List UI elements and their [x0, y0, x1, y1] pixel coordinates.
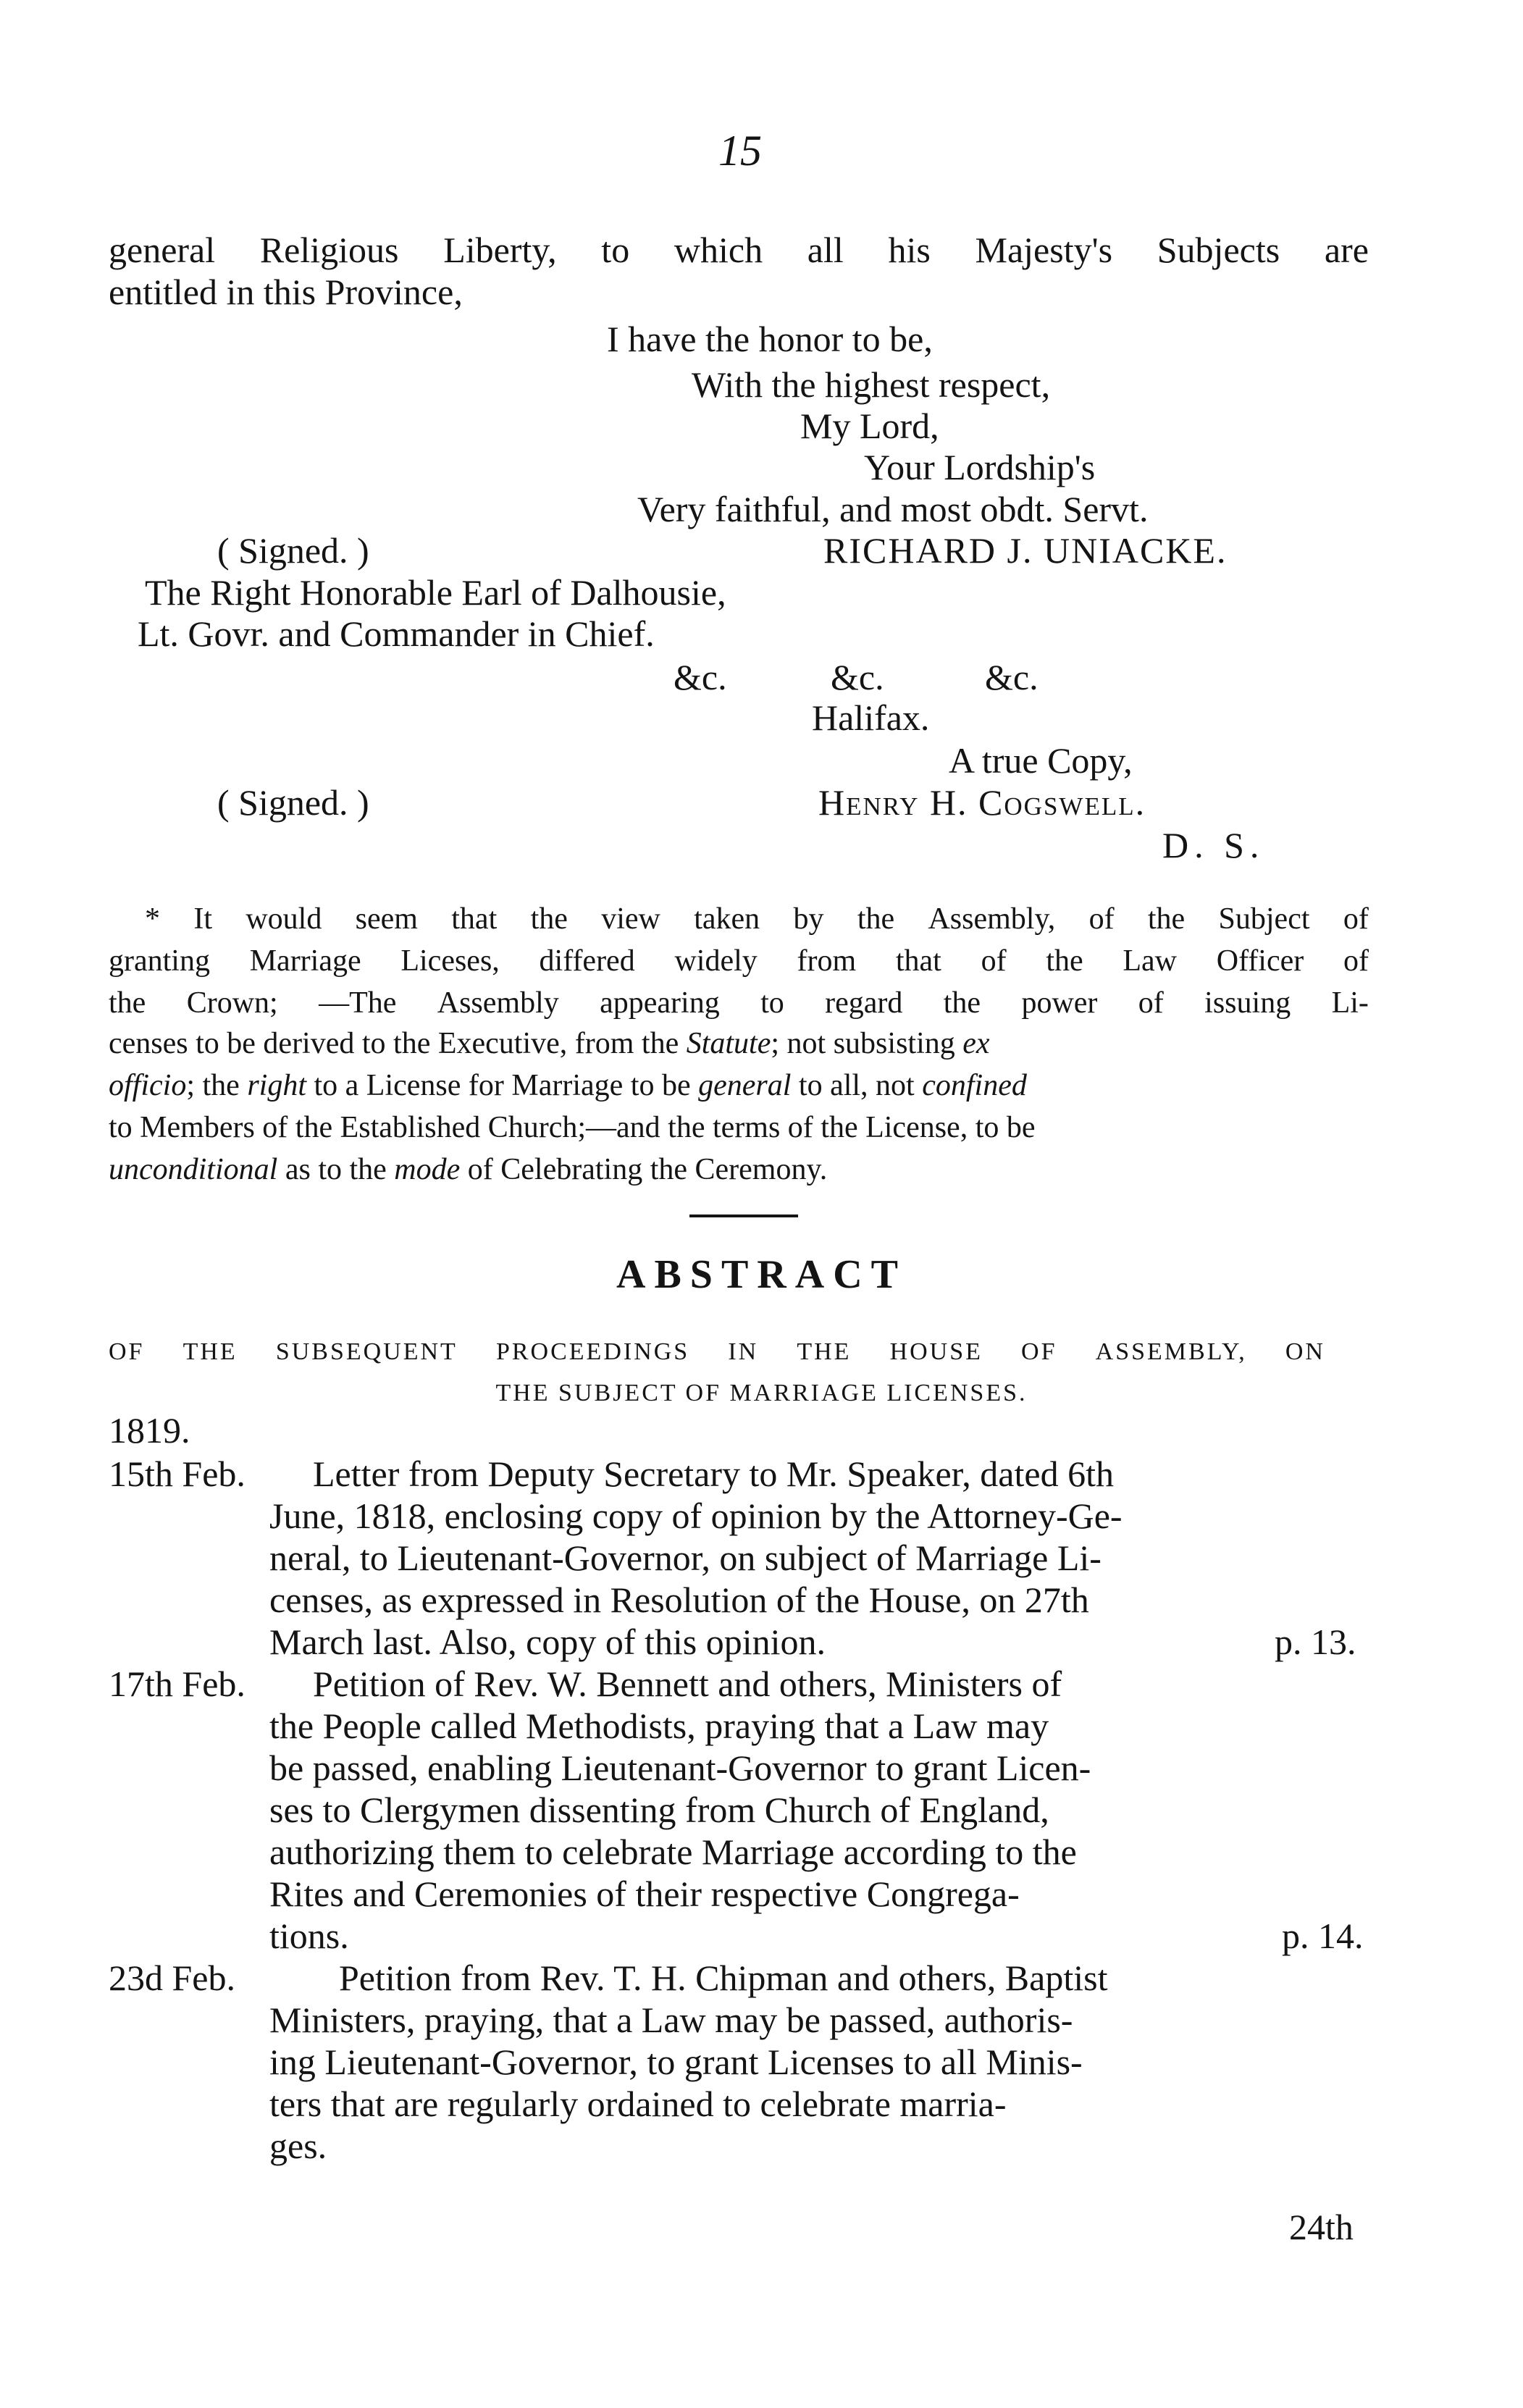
word: THE [797, 1338, 852, 1365]
word: Marriage [249, 944, 361, 978]
closing-line: Very faithful, and most obdt. Servt. [637, 489, 1149, 529]
word: Li- [1331, 986, 1369, 1020]
word: OF [1021, 1338, 1057, 1365]
entry-line: be passed, enabling Lieutenant-Governor to grant Licen- [269, 1748, 1091, 1788]
word: his [888, 230, 931, 270]
entry-date: 23d Feb. [109, 1958, 235, 1998]
word: would [246, 902, 322, 936]
word: Crown; [186, 986, 278, 1020]
word: IN [728, 1338, 759, 1365]
section-divider [689, 1215, 798, 1217]
footnote-line [109, 1070, 1369, 1101]
word: the [530, 902, 568, 936]
word: Liceses, [400, 944, 500, 978]
word: the [857, 902, 895, 936]
page-reference: p. 14. [1282, 1916, 1364, 1956]
footnote-text: ; not subsisting [771, 1027, 963, 1060]
word: of [1343, 902, 1369, 936]
entry-line: June, 1818, enclosing copy of opinion by the Attorney-Ge- [269, 1495, 1123, 1536]
word: THE [182, 1338, 238, 1365]
word: power [1021, 986, 1098, 1020]
footnote-text: censes to be derived to the Executive, from the [109, 1027, 687, 1060]
word: that [451, 902, 498, 936]
word: HOUSE [889, 1338, 983, 1365]
footnote-line [145, 904, 1369, 934]
entry-line: tions. [269, 1916, 349, 1956]
word: that [895, 944, 941, 978]
footnote-line: to Members of the Established Church;—and the terms of the License, to be [109, 1111, 1036, 1144]
word: widely [674, 944, 758, 978]
word: differed [539, 944, 635, 978]
letter-line [109, 232, 1369, 268]
word: appearing [600, 986, 720, 1020]
word: OF [109, 1338, 145, 1365]
word: all [807, 230, 844, 270]
word: which [674, 230, 763, 270]
place: Halifax. [812, 697, 930, 738]
word: Religious [259, 230, 399, 270]
word: the [943, 986, 981, 1020]
signed-label: ( Signed. ) [217, 782, 369, 823]
letter-line: entitled in this Province, [109, 272, 463, 312]
word: Assembly [437, 986, 559, 1020]
word: —The [319, 986, 397, 1020]
entry-line: ing Lieutenant-Governor, to grant Licenses to all Minis- [269, 2042, 1083, 2082]
signer-title: D. S. [1162, 825, 1265, 865]
footnote-italic: officio [109, 1069, 187, 1102]
closing-line: Your Lordship's [864, 447, 1096, 487]
word: by [793, 902, 824, 936]
footnote-line [109, 1154, 827, 1185]
entry-date: 17th Feb. [109, 1664, 246, 1704]
footnote-text: ; the [186, 1069, 248, 1102]
word: * [145, 902, 160, 936]
entry-line: ges. [269, 2126, 327, 2166]
etc-mark: &c. [831, 657, 884, 697]
word: Majesty's [975, 230, 1113, 270]
footnote-line [109, 1028, 1369, 1059]
entry-line: ses to Clergymen dissenting from Church of England, [269, 1790, 1049, 1830]
word: SUBSEQUENT [275, 1338, 458, 1365]
footnote-italic: Statute [686, 1027, 771, 1060]
footnote-italic: ex [962, 1027, 990, 1060]
entry-line: ters that are regularly ordained to celebrate marria- [269, 2084, 1007, 2124]
addressee-line: The Right Honorable Earl of Dalhousie, [145, 572, 726, 613]
entry-line: neral, to Lieutenant-Governor, on subject of Marriage Li- [269, 1537, 1102, 1578]
word: general [109, 230, 216, 270]
word: are [1324, 230, 1369, 270]
word: Subject [1218, 902, 1310, 936]
entry-line: Letter from Deputy Secretary to Mr. Speaker, dated 6th [313, 1453, 1114, 1494]
word: granting [109, 944, 210, 978]
footnote-line [109, 946, 1369, 976]
entry-line: Petition from Rev. T. H. Chipman and others, Baptist [339, 1958, 1108, 1998]
abstract-heading: ABSTRACT [616, 1252, 907, 1297]
word: seem [355, 902, 418, 936]
footnote-italic: mode [394, 1153, 461, 1186]
entry-line: censes, as expressed in Resolution of the House, on 27th [269, 1580, 1089, 1620]
footnote-text: as to the [277, 1153, 395, 1186]
word: Subjects [1157, 230, 1280, 270]
word: Liberty, [443, 230, 557, 270]
entry-line: Ministers, praying, that a Law may be passed, authoris- [269, 2000, 1073, 2040]
word: Assembly, [928, 902, 1056, 936]
word: the [1147, 902, 1186, 936]
abstract-subheading [109, 1338, 1325, 1366]
etc-mark: &c. [674, 657, 727, 697]
abstract-subheading: THE SUBJECT OF MARRIAGE LICENSES. [495, 1380, 1028, 1406]
footnote-italic: confined [922, 1069, 1027, 1102]
footnote-text: to all, not [791, 1069, 923, 1102]
signer-name: Henry H. Cogswell. [818, 782, 1146, 823]
entry-line: Petition of Rev. W. Bennett and others, Ministers of [313, 1664, 1062, 1704]
catchword: 24th [1289, 2207, 1354, 2247]
word: Officer [1216, 944, 1304, 978]
word: Law [1123, 944, 1178, 978]
word: of [1088, 902, 1115, 936]
footnote-italic: unconditional [109, 1153, 278, 1186]
word: taken [694, 902, 760, 936]
closing-line: I have the honor to be, [607, 319, 933, 359]
signed-label: ( Signed. ) [217, 530, 369, 571]
footnote-text: to a License for Marriage to be [306, 1069, 699, 1102]
page-number: 15 [718, 127, 762, 175]
footnote-line [109, 988, 1369, 1018]
word: issuing [1204, 986, 1291, 1020]
year-label: 1819. [109, 1410, 190, 1451]
footnote-italic: general [698, 1069, 792, 1102]
word: view [601, 902, 660, 936]
word: to [760, 986, 784, 1020]
word: from [797, 944, 857, 978]
true-copy: A true Copy, [949, 740, 1133, 781]
word: the [1046, 944, 1083, 978]
etc-mark: &c. [985, 657, 1039, 697]
word: to [601, 230, 630, 270]
word: ON [1285, 1338, 1325, 1365]
closing-line: My Lord, [800, 406, 939, 446]
word: of [981, 944, 1007, 978]
footnote-italic: right [247, 1069, 306, 1102]
entry-line: March last. Also, copy of this opinion. [269, 1622, 826, 1662]
page-reference: p. 13. [1275, 1622, 1356, 1662]
word: regard [825, 986, 903, 1020]
entry-line: Rites and Ceremonies of their respective Congrega- [269, 1874, 1020, 1914]
word: the [109, 986, 146, 1020]
addressee-line: Lt. Govr. and Commander in Chief. [138, 613, 655, 654]
entry-date: 15th Feb. [109, 1453, 246, 1494]
entry-line: authorizing them to celebrate Marriage according to the [269, 1832, 1077, 1872]
closing-line: With the highest respect, [692, 364, 1051, 405]
footnote-text: of Celebrating the Ceremony. [460, 1153, 828, 1186]
signer-name: RICHARD J. UNIACKE. [823, 530, 1228, 571]
word: It [193, 902, 212, 936]
entry-line: the People called Methodists, praying that a Law may [269, 1706, 1049, 1746]
word: PROCEEDINGS [495, 1338, 690, 1365]
word: of [1138, 986, 1164, 1020]
word: ASSEMBLY, [1095, 1338, 1247, 1365]
word: of [1343, 944, 1369, 978]
